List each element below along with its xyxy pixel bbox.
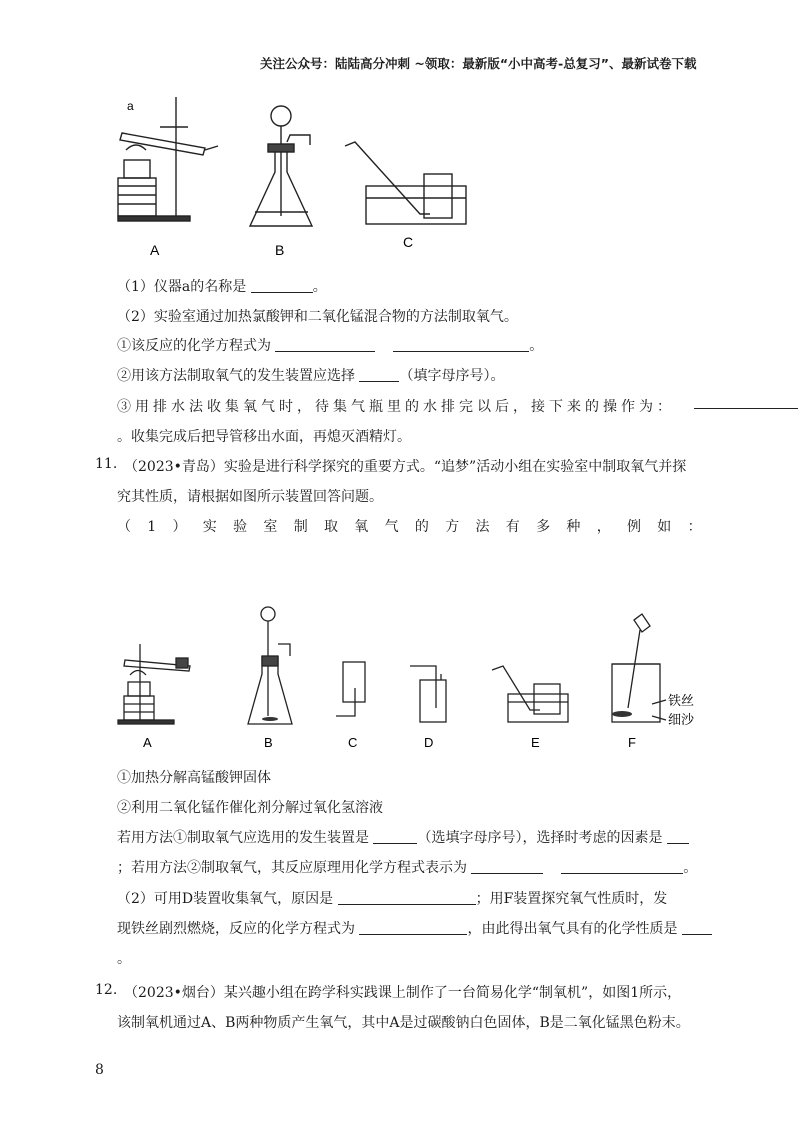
q11-number: 11. [95,456,118,472]
answer-blank[interactable] [338,890,476,905]
fig2-label-C: C [348,735,358,750]
q12-number: 12. [95,982,118,998]
answer-blank[interactable] [359,367,399,382]
q11-method2: ②利用二氧化锰作催化剂分解过氧化氢溶液 [117,800,383,816]
q10-sub3-cont: 。收集完成后把导管移出水面，再熄灭酒精灯。 [117,429,411,445]
q12-line2: 该制氧机通过A、B两种物质产生氧气，其中A是过碳酸钠白色固体，B是二氧化锰黑色粉末。 [117,1015,690,1031]
q11-line6: （2）可用D装置收集氧气，原因是 ；用F装置探究氧气性质时，发 [117,891,668,907]
q11-line7: 现铁丝剧烈燃烧，反应的化学方程式为 ，由此得出氧气具有的化学性质是 [117,918,712,938]
q10-sub3: ③用排水法收集氧气时，待集气瓶里的水排完以后，接下来的操作为： [117,399,675,415]
q10-part1: （1）仪器a的名称是 。 [117,279,327,295]
fig2-label-A: A [143,735,152,750]
answer-blank[interactable] [561,859,683,874]
fig1-label-C: C [403,234,414,250]
q11-line1: （2023•青岛）实验是进行科学探究的重要方式。“追梦”活动小组在实验室中制取氧气并探 [124,459,687,475]
answer-blank[interactable] [667,829,689,844]
iron-wire-label: 铁丝 [668,693,695,708]
q10-part2: （2）实验室通过加热氯酸钾和二氧化锰混合物的方法制取氧气。 [117,309,518,325]
fig2-label-E: E [531,735,540,750]
q11-line5: ；若用方法②制取氧气，其反应原理用化学方程式表示为 。 [117,860,698,876]
q10-sub1: ①该反应的化学方程式为 。 [117,338,544,354]
fig2-label-F: F [628,735,636,750]
q12-line1: （2023•烟台）某兴趣小组在跨学科实践课上制作了一台简易化学“制氧机”，如图1所示， [124,985,682,1001]
fine-sand-label: 细沙 [668,712,695,727]
page-number: 8 [95,1062,104,1078]
answer-blank[interactable] [373,829,417,844]
answer-blank[interactable] [682,920,712,935]
answer-blank[interactable] [275,337,375,352]
q11-line8: 。 [117,951,131,967]
q11-method1: ①加热分解高锰酸钾固体 [117,770,271,786]
label-a: a [127,99,134,113]
answer-blank[interactable] [251,278,313,293]
apparatus-figure-2 [0,600,800,760]
answer-blank[interactable] [694,394,798,409]
apparatus-figure-1 [0,0,800,270]
q11-line4: 若用方法①制取氧气应选用的发生装置是 （选填字母序号），选择时考虑的因素是 [117,827,689,847]
fig2-label-B: B [264,735,273,750]
q10-sub2: ②用该方法制取氧气的发生装置应选择 （填字母序号）。 [117,368,505,384]
q11-line3: （1）实验室制取氧气的方法有多种，例如： [117,519,718,535]
fig1-label-A: A [150,242,160,258]
answer-blank[interactable] [359,920,467,935]
fig1-label-B: B [275,242,285,258]
answer-blank[interactable] [393,337,529,352]
fig2-label-D: D [424,735,434,750]
page-header: 关注公众号：陆陆高分冲刺 ~领取：最新版“小中高考-总复习”、最新试卷下载 [260,56,697,71]
q11-line2: 究其性质，请根据如图所示装置回答问题。 [117,489,383,505]
answer-blank[interactable] [471,859,543,874]
